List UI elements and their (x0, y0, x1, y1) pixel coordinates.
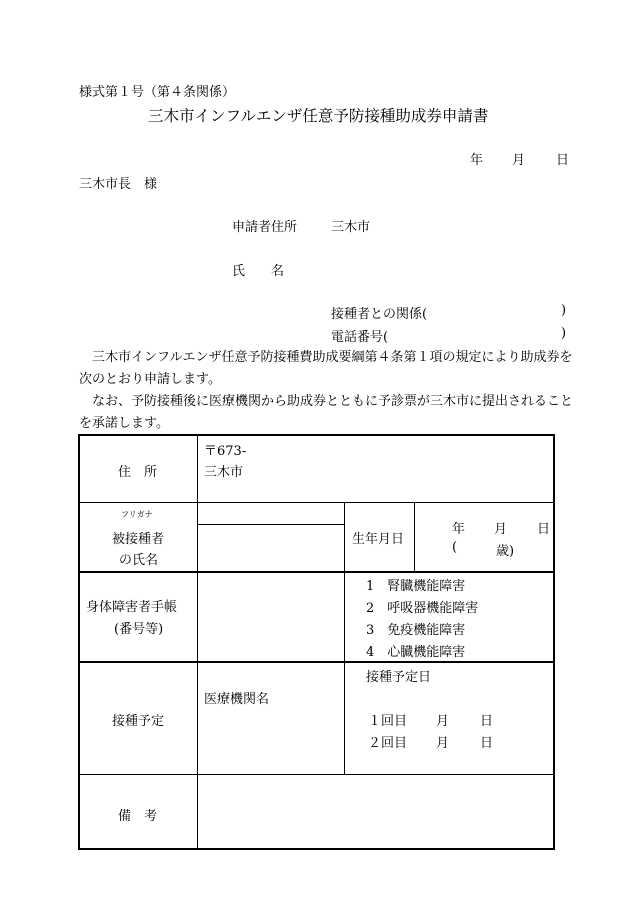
disability-label-line2: (番号等) (114, 622, 164, 637)
dose1-month: 月 (436, 714, 450, 729)
name-field[interactable] (198, 525, 343, 570)
schedule-label: 接種予定 (112, 714, 165, 729)
postal-code[interactable]: 〒673- (204, 444, 247, 459)
age-open: ( (452, 540, 458, 555)
furigana-field[interactable] (198, 503, 343, 523)
form-number: 様式第１号（第４条関係） (79, 85, 236, 100)
birth-year: 年 (452, 522, 466, 537)
disability-option[interactable]: 1 腎臓機能障害 (366, 579, 466, 594)
name-label-line1: 被接種者 (112, 532, 165, 547)
dose1-label: １回目 (368, 714, 408, 729)
relation-close: ) (561, 303, 567, 318)
addressee: 三木市長 様 (79, 177, 158, 192)
body-paragraph-1: 三木市インフルエンザ任意予防接種費助成要綱第４条第１項の規定により助成券を次のとおり申請します。 (79, 350, 573, 387)
disability-option[interactable]: 2 呼吸器機能障害 (366, 601, 479, 616)
disability-option[interactable]: 4 心臓機能障害 (366, 645, 466, 660)
birth-day: 日 (537, 522, 551, 537)
remarks-field[interactable] (198, 776, 553, 848)
applicant-address-label: 申請者住所 (232, 220, 298, 235)
date-day: 日 (556, 153, 570, 168)
phone-label: 電話番号( (331, 330, 389, 345)
birth-date-label: 生年月日 (352, 532, 405, 547)
disability-option[interactable]: 3 免疫機能障害 (366, 623, 466, 638)
applicant-name-label: 氏 名 (232, 264, 285, 279)
date-month: 月 (512, 153, 526, 168)
document-title: 三木市インフルエンザ任意予防接種助成券申請書 (148, 107, 489, 125)
name-label-line2: の氏名 (119, 553, 159, 568)
disability-label-line1: 身体障害者手帳 (86, 600, 178, 615)
birth-month: 月 (494, 522, 508, 537)
furigana-label: フリガナ (121, 510, 153, 519)
dose1-day: 日 (480, 714, 494, 729)
phone-close: ) (561, 326, 567, 341)
date-year: 年 (470, 153, 484, 168)
institution-label: 医療機関名 (204, 692, 270, 707)
relation-label: 接種者との関係( (331, 307, 428, 322)
address-label: 住 所 (118, 465, 158, 480)
body-paragraph-2: なお、予防接種後に医療機関から助成券とともに予診票が三木市に提出されることを承諾します。 (79, 394, 574, 431)
dose2-day: 日 (480, 736, 494, 751)
application-form-table (78, 434, 555, 850)
schedule-date-label: 接種予定日 (366, 670, 432, 685)
age-close: 歳) (496, 544, 515, 559)
dose2-month: 月 (436, 736, 450, 751)
address-city[interactable]: 三木市 (204, 465, 244, 480)
remarks-label: 備 考 (118, 809, 158, 824)
dose2-label: ２回目 (368, 736, 408, 751)
applicant-address-value: 三木市 (331, 220, 371, 235)
